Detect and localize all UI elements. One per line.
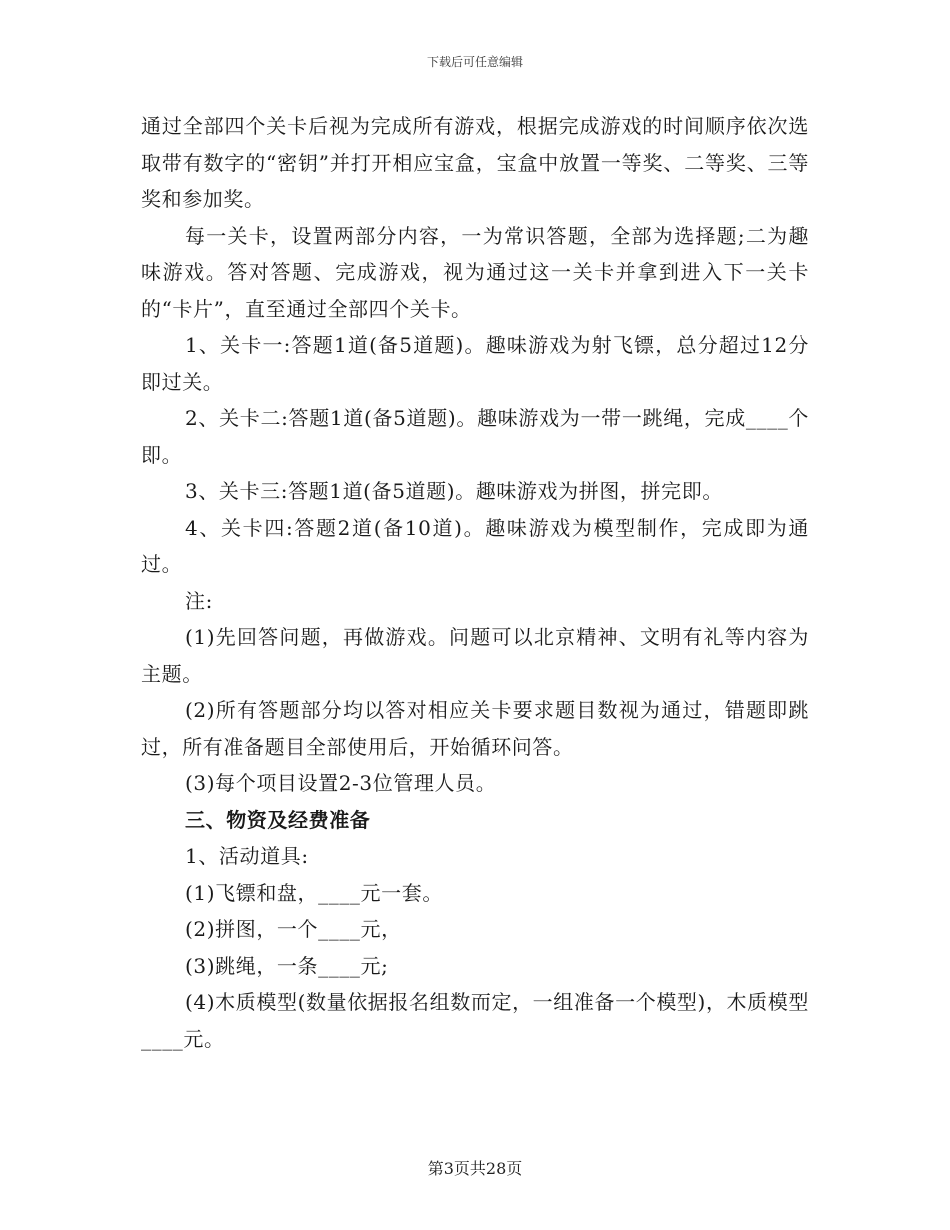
list-item-stage-4: 4、关卡四:答题2道(备10道)。趣味游戏为模型制作，完成即为通过。 bbox=[141, 515, 809, 576]
prop-item-4: (4)木质模型(数量依据报名组数而定，一组准备一个模型)，木质模型____元。 bbox=[141, 990, 809, 1051]
page-header: 下载后可任意编辑 bbox=[426, 55, 523, 69]
document-body bbox=[141, 108, 809, 1057]
prop-item-2: (2)拼图，一个____元， bbox=[185, 917, 402, 941]
note-item-1: (1)先回答问题，再做游戏。问题可以北京精神、文明有礼等内容为主题。 bbox=[141, 625, 809, 686]
note-item-3: (3)每个项目设置2-3位管理人员。 bbox=[185, 771, 497, 795]
prop-item-3: (3)跳绳，一条____元; bbox=[185, 953, 389, 978]
paragraph-stage-content: 每一关卡，设置两部分内容，一为常识答题，全部为选择题;二为趣味游戏。答对答题、完成游戏，视为通过这一关卡并拿到进入下一关卡的“卡片”，直至通过全部四个关卡。 bbox=[141, 223, 809, 321]
note-item-2: (2)所有答题部分均以答对相应关卡要求题目数视为通过，错题即跳过，所有准备题目全部使用后，开始循环问答。 bbox=[141, 698, 809, 759]
subsection-props: 1、活动道具: bbox=[185, 844, 309, 868]
prop-item-1: (1)飞镖和盘，____元一套。 bbox=[185, 880, 443, 905]
note-label: 注: bbox=[185, 588, 213, 613]
list-item-stage-1: 1、关卡一:答题1道(备5道题)。趣味游戏为射飞镖，总分超过12分即过关。 bbox=[141, 333, 809, 394]
list-item-stage-2: 2、关卡二:答题1道(备5道题)。趣味游戏为一带一跳绳，完成____个即。 bbox=[141, 406, 809, 467]
section-heading: 三、物资及经费准备 bbox=[185, 807, 371, 832]
page-footer: 第3页共28页 bbox=[427, 1159, 523, 1178]
list-item-stage-3: 3、关卡三:答题1道(备5道题)。趣味游戏为拼图，拼完即。 bbox=[185, 479, 723, 503]
paragraph-intro: 通过全部四个关卡后视为完成所有游戏，根据完成游戏的时间顺序依次选取带有数字的“密钥”并打开相应宝盒，宝盒中放置一等奖、二等奖、三等奖和参加奖。 bbox=[141, 114, 809, 211]
